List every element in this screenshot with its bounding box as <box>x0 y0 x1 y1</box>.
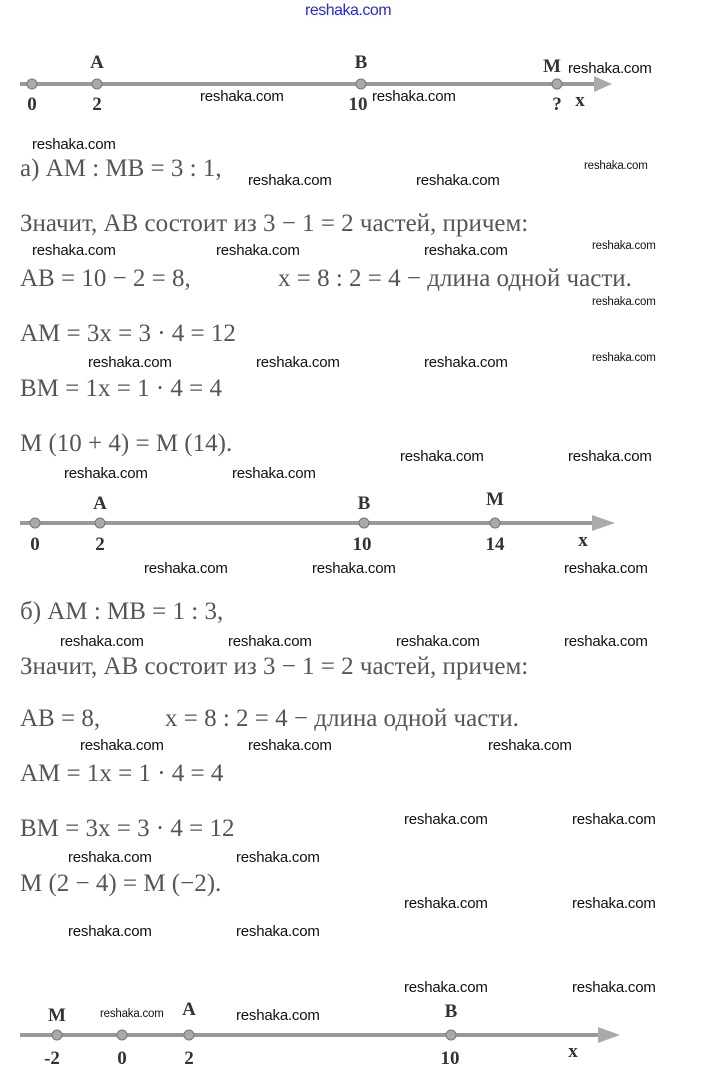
watermark: reshaka.com <box>564 633 648 650</box>
watermark: reshaka.com <box>404 811 488 828</box>
point-label: B <box>354 52 368 73</box>
point-label: M <box>486 489 504 510</box>
axis-label: x <box>578 530 588 551</box>
watermark: reshaka.com <box>592 352 656 364</box>
watermark: reshaka.com <box>572 811 656 828</box>
part-b-ratio: б) AM : MB = 1 : 3, <box>20 598 224 625</box>
part-b-line3: AM = 1x = 1 · 4 = 4 <box>20 760 224 787</box>
part-a-line2a: AB = 10 − 2 = 8, <box>20 265 191 292</box>
watermark: reshaka.com <box>236 923 320 940</box>
part-b-line4: BM = 3x = 3 · 4 = 12 <box>20 815 235 842</box>
part-b-line2b: x = 8 : 2 = 4 − длина одной части. <box>165 705 519 732</box>
point-label: A <box>182 999 196 1020</box>
watermark: reshaka.com <box>488 737 572 754</box>
tick-label: 0 <box>27 94 37 115</box>
watermark: reshaka.com <box>236 849 320 866</box>
arrow-icon <box>592 515 615 531</box>
watermark: reshaka.com <box>312 560 396 577</box>
number-line-2 <box>0 483 705 563</box>
watermark: reshaka.com <box>584 160 648 172</box>
watermark: reshaka.com <box>80 737 164 754</box>
tick-label: 2 <box>95 534 105 555</box>
watermark: reshaka.com <box>100 1008 164 1020</box>
watermark: reshaka.com <box>236 1007 320 1024</box>
part-a-line2b: x = 8 : 2 = 4 − длина одной части. <box>278 265 632 292</box>
tick-label: ? <box>552 94 562 115</box>
tick-label: 0 <box>30 534 40 555</box>
watermark: reshaka.com <box>200 88 284 105</box>
watermark: reshaka.com <box>424 242 508 259</box>
watermark: reshaka.com <box>88 354 172 371</box>
watermark: reshaka.com <box>216 242 300 259</box>
tick-label: 0 <box>117 1048 127 1069</box>
watermark: reshaka.com <box>568 60 652 77</box>
arrow-icon <box>594 76 612 92</box>
part-b-line5: M (2 − 4) = M (−2). <box>20 870 222 897</box>
watermark: reshaka.com <box>592 240 656 252</box>
point-label: M <box>543 56 561 77</box>
tick-label: 2 <box>184 1048 194 1069</box>
point-label: A <box>90 52 104 73</box>
site-header-logo[interactable]: reshaka.com <box>305 2 392 19</box>
tick-label: 2 <box>92 94 102 115</box>
point-label: M <box>48 1005 66 1026</box>
tick-label: 10 <box>440 1048 460 1069</box>
tick-label: 10 <box>352 534 372 555</box>
watermark: reshaka.com <box>404 979 488 996</box>
watermark: reshaka.com <box>232 465 316 482</box>
watermark: reshaka.com <box>32 242 116 259</box>
watermark: reshaka.com <box>256 354 340 371</box>
watermark: reshaka.com <box>564 560 648 577</box>
watermark: reshaka.com <box>144 560 228 577</box>
arrow-icon <box>598 1027 620 1043</box>
watermark: reshaka.com <box>404 895 488 912</box>
watermark: reshaka.com <box>248 737 332 754</box>
watermark: reshaka.com <box>372 88 456 105</box>
axis-label: x <box>568 1041 578 1062</box>
watermark: reshaka.com <box>592 296 656 308</box>
number-line-1 <box>0 44 705 124</box>
watermark: reshaka.com <box>416 172 500 189</box>
watermark: reshaka.com <box>400 448 484 465</box>
watermark: reshaka.com <box>64 465 148 482</box>
part-b-line2a: AB = 8, <box>20 705 101 732</box>
watermark: reshaka.com <box>568 448 652 465</box>
part-b-line1: Значит, AB состоит из 3 − 1 = 2 частей, причем: <box>20 653 529 680</box>
part-a-line4: BM = 1x = 1 · 4 = 4 <box>20 375 223 402</box>
tick-label: 10 <box>348 94 368 115</box>
tick-label: 14 <box>485 534 505 555</box>
watermark: reshaka.com <box>32 136 116 153</box>
part-a-line1: Значит, AB состоит из 3 − 1 = 2 частей, причем: <box>20 210 529 237</box>
watermark: reshaka.com <box>572 979 656 996</box>
tick-label: -2 <box>44 1048 60 1069</box>
watermark: reshaka.com <box>60 633 144 650</box>
part-a-line5: M (10 + 4) = M (14). <box>20 430 233 457</box>
point-label: B <box>444 1001 458 1022</box>
watermark: reshaka.com <box>424 354 508 371</box>
point-label: A <box>93 493 107 514</box>
watermark: reshaka.com <box>396 633 480 650</box>
axis-label: x <box>575 90 585 111</box>
watermark: reshaka.com <box>248 172 332 189</box>
part-a-line3: AM = 3x = 3 · 4 = 12 <box>20 320 236 347</box>
part-a-ratio: а) AM : MB = 3 : 1, <box>20 155 222 182</box>
watermark: reshaka.com <box>572 895 656 912</box>
number-line-3 <box>0 995 705 1075</box>
watermark: reshaka.com <box>68 923 152 940</box>
point-label: B <box>357 493 371 514</box>
watermark: reshaka.com <box>228 633 312 650</box>
watermark: reshaka.com <box>68 849 152 866</box>
